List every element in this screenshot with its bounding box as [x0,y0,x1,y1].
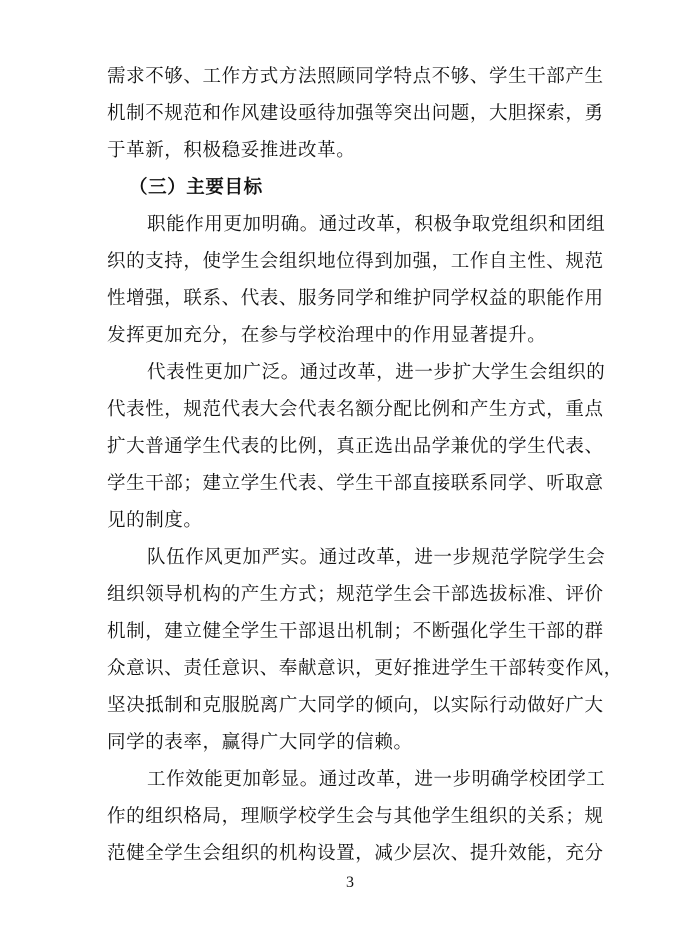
continued-paragraph [107,58,604,169]
text-line: 织的支持，使学生会组织地位得到加强，工作自主性、规范 [107,251,604,272]
text-line: 职能作用更加明确。通过改革，积极争取党组织和团组 [147,214,606,235]
text-line: 发挥更加充分，在参与学校治理中的作用显著提升。 [107,325,547,346]
paragraph-representativeness [107,354,606,539]
paragraph-team-style [107,539,623,761]
text-line: 范健全学生会组织的机构设置，减少层次、提升效能，充分 [107,843,604,864]
paragraph-function-role [107,206,606,354]
text-line: 坚决抵制和克服脱离广大同学的倾向，以实际行动做好广大 [107,695,604,716]
text-line: 工作效能更加彰显。通过改革，进一步明确学校团学工 [147,769,606,790]
text-line: 同学的表率，赢得广大同学的信赖。 [107,732,413,753]
text-line: 学生干部；建立学生代表、学生干部直接联系同学、听取意 [107,473,604,494]
text-line: 众意识、责任意识、奉献意识，更好推进学生干部转变作风， [107,658,623,679]
section-heading: （三）主要目标 [129,177,263,198]
page-number: 3 [346,874,354,891]
text-line: 机制不规范和作风建设亟待加强等突出问题，大胆探索，勇 [107,103,604,124]
text-line: 于革新，积极稳妥推进改革。 [107,140,356,161]
text-line: 见的制度。 [107,510,203,531]
text-line: 需求不够、工作方式方法照顾同学特点不够、学生干部产生 [107,66,604,87]
text-line: 代表性更加广泛。通过改革，进一步扩大学生会组织的 [147,362,606,383]
text-line: 扩大普通学生代表的比例，真正选出品学兼优的学生代表、 [107,436,604,457]
text-line: 队伍作风更加严实。通过改革，进一步规范学院学生会 [147,547,606,568]
paragraph-work-efficiency [107,761,606,872]
document-body [107,58,623,872]
text-line: 代表性，规范代表大会代表名额分配比例和产生方式，重点 [107,399,604,420]
text-line: 作的组织格局，理顺学校学生会与其他学生组织的关系；规 [107,806,604,827]
text-line: 组织领导机构的产生方式；规范学生会干部选拔标准、评价 [107,584,604,605]
text-line: 性增强，联系、代表、服务同学和维护同学权益的职能作用 [107,288,604,309]
text-line: 机制，建立健全学生干部退出机制；不断强化学生干部的群 [107,621,604,642]
